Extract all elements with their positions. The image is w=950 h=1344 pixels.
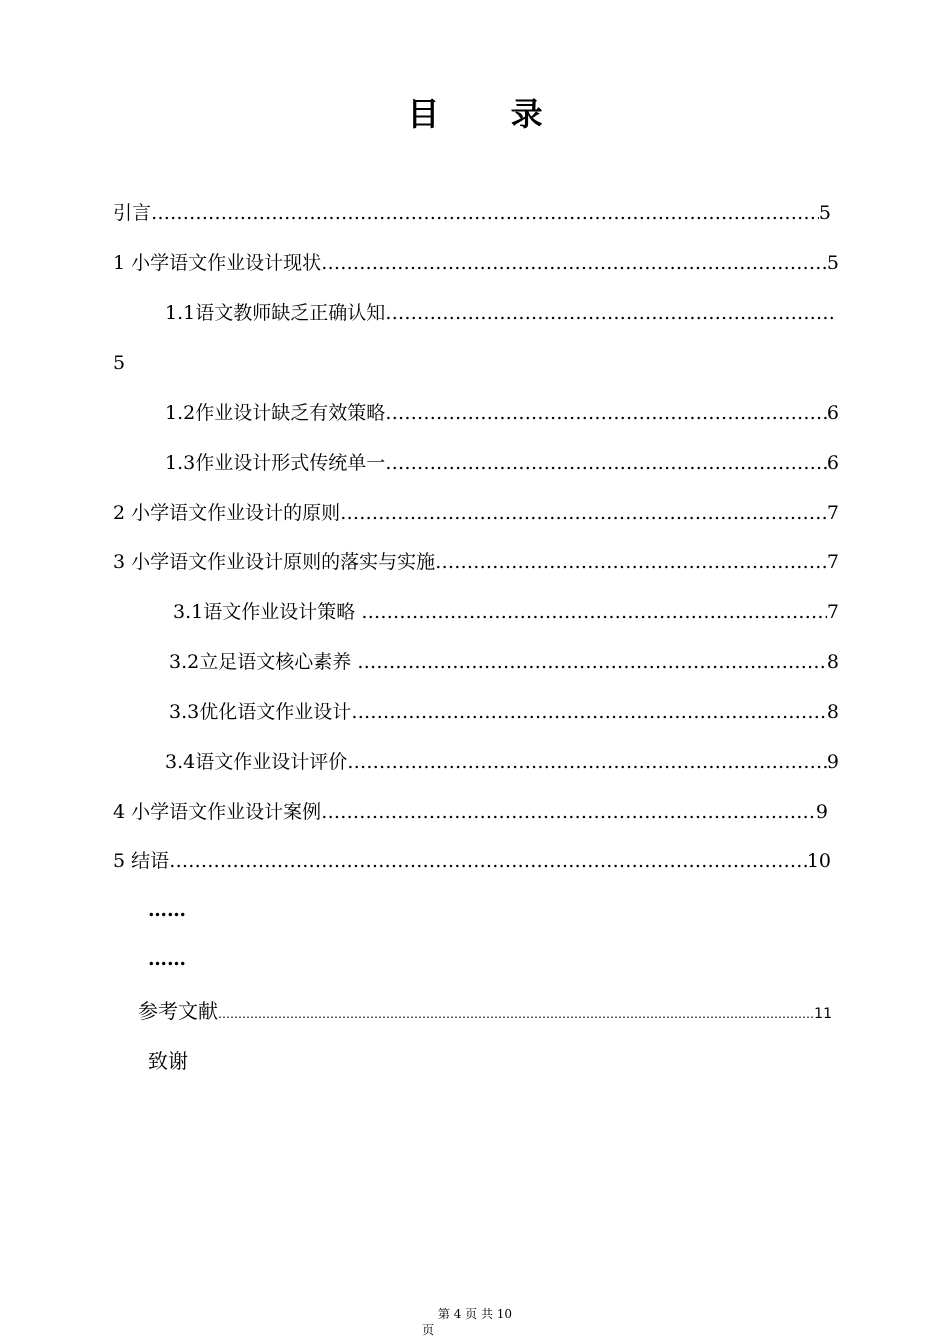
toc-leader-dots xyxy=(351,699,827,725)
toc-entry-label: 1.1语文教师缺乏正确认知 xyxy=(165,302,386,324)
toc-leader-dots xyxy=(347,749,827,775)
toc-entry-label: 1 小学语文作业设计现状 xyxy=(113,252,322,274)
page-title: 目 录 xyxy=(407,95,573,133)
toc-entry-page: 11 xyxy=(814,1006,832,1022)
toc-entry-page: 7 xyxy=(826,551,839,573)
toc-entry-chapter-1[interactable] xyxy=(113,250,839,276)
toc-entry-label: 3.2立足语文核心素养 xyxy=(169,651,358,673)
toc-entry-section-1-1[interactable] xyxy=(165,300,837,326)
toc-leader-dots xyxy=(435,549,827,575)
toc-entry-chapter-3[interactable] xyxy=(113,549,839,575)
toc-leader-dots xyxy=(340,500,827,526)
toc-leader-dots xyxy=(169,848,807,874)
toc-entry-intro[interactable] xyxy=(113,200,831,226)
toc-leader-dots xyxy=(357,649,827,675)
toc-entry-page: 6 xyxy=(826,402,839,424)
toc-entry-page: 8 xyxy=(826,651,839,673)
page-number-footer xyxy=(0,1306,950,1338)
page-number-line1: 第 4 页 共 10 xyxy=(437,1307,513,1321)
ellipsis-line: …… xyxy=(148,899,186,921)
toc-entry-label: 3 小学语文作业设计原则的落实与实施 xyxy=(113,551,436,573)
toc-leader-dots xyxy=(361,599,827,625)
toc-entry-label: 2 小学语文作业设计的原则 xyxy=(113,502,341,524)
toc-leader-dots xyxy=(385,300,837,326)
toc-entry-page: 8 xyxy=(826,701,839,723)
toc-leader-dots xyxy=(151,200,819,226)
toc-entry-page: 5 xyxy=(818,202,831,224)
ellipsis-line: …… xyxy=(148,948,186,970)
toc-leader-dots xyxy=(218,1001,814,1027)
toc-entry-section-3-2[interactable] xyxy=(169,649,839,675)
toc-entry-page-wrapped: 5 xyxy=(113,352,126,374)
toc-entry-page: 5 xyxy=(826,252,839,274)
toc-entry-page: 9 xyxy=(815,801,828,823)
toc-entry-label: 3.1语文作业设计策略 xyxy=(173,601,362,623)
toc-entry-page: 9 xyxy=(826,751,839,773)
toc-entry-label: 参考文献 xyxy=(138,999,218,1023)
toc-leader-dots xyxy=(321,250,827,276)
toc-entry-page: 6 xyxy=(826,452,839,474)
toc-entry-references[interactable] xyxy=(138,998,832,1027)
page-number-line2: 页 xyxy=(422,1323,435,1337)
toc-entry-section-1-2[interactable] xyxy=(165,400,839,426)
toc-entry-label: 3.4语文作业设计评价 xyxy=(165,751,348,773)
toc-entry-label: 4 小学语文作业设计案例 xyxy=(113,801,322,823)
toc-entry-chapter-2[interactable] xyxy=(113,500,839,526)
toc-entry-section-3-3[interactable] xyxy=(169,699,839,725)
toc-entry-page: 7 xyxy=(826,502,839,524)
toc-entry-section-3-4[interactable] xyxy=(165,749,839,775)
toc-leader-dots xyxy=(385,450,827,476)
toc-entry-label: 3.3优化语文作业设计 xyxy=(169,701,352,723)
toc-entry-label: 5 结语 xyxy=(113,850,170,872)
toc-entry-page: 10 xyxy=(806,850,831,872)
toc-entry-section-3-1[interactable] xyxy=(173,599,839,625)
toc-entry-label: 1.2作业设计缺乏有效策略 xyxy=(165,402,386,424)
toc-entry-label: 引言 xyxy=(113,202,152,224)
toc-entry-section-1-3[interactable] xyxy=(165,450,839,476)
toc-entry-chapter-5[interactable] xyxy=(113,848,831,874)
toc-entry-acknowledgement[interactable]: 致谢 xyxy=(148,1049,188,1073)
toc-entry-page: 7 xyxy=(826,601,839,623)
toc-leader-dots xyxy=(385,400,827,426)
toc-entry-label: 1.3作业设计形式传统单一 xyxy=(165,452,386,474)
toc-leader-dots xyxy=(321,799,816,825)
toc-entry-chapter-4[interactable] xyxy=(113,799,828,825)
